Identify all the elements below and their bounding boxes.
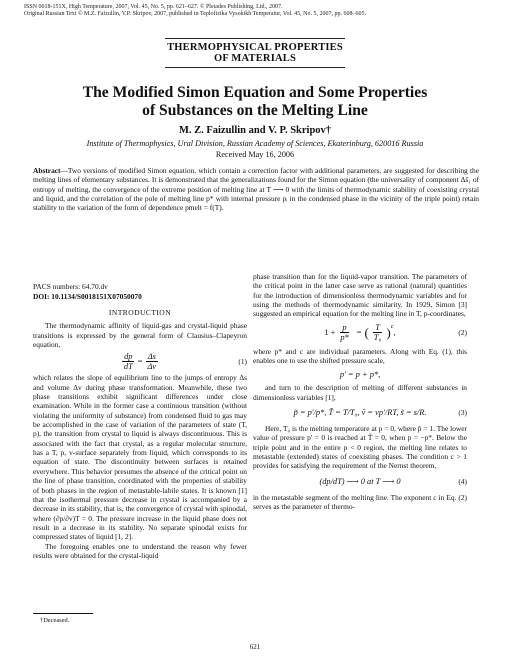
paper-title-line2: of Substances on the Melting Line: [142, 102, 368, 119]
eq1-rhs-den: Δv: [147, 361, 157, 371]
eq1-lhs: [122, 352, 135, 371]
equation-2: 1 + $\frac{p}{p*}$ = ( $\frac{T}{\text{T₀}}$ ) $^c$ , (2): [324, 322, 467, 343]
eq3-number: (3): [458, 408, 467, 418]
right-column: [253, 272, 467, 512]
equation-4: [253, 471, 467, 493]
eq2-p-num: p: [342, 323, 347, 333]
equation-3: [253, 402, 467, 424]
eq-shift-text: p′ = p + p*,: [339, 369, 381, 379]
footnote-rule: [33, 613, 93, 614]
eq2-equals: =: [356, 328, 362, 338]
journal-header: [24, 4, 494, 18]
section-label-line2: OF MATERIALS: [213, 53, 297, 64]
eq1-rhs: [145, 352, 158, 371]
eq1-lhs-den: dT: [123, 361, 133, 371]
eq1-equals: =: [137, 356, 143, 366]
eq1-lhs-num: dp: [124, 351, 133, 361]
paper-title-line1: The Modified Simon Equation and Some Properties: [82, 84, 428, 101]
right-paragraph-5: in the metastable segment of the melting line. The exponent c in Eq. (2) serves as the parameter of thermo-: [253, 492, 467, 512]
paper-title: [20, 84, 490, 120]
intro-paragraph-3: The foregoing enables one to understand the reason why fewer results were obtained for the crystal-liquid: [33, 541, 247, 560]
right-paragraph-3: and turn to the description of melting of different substances in dimensionless variables [1],: [253, 383, 467, 402]
eq4-number: (4): [458, 477, 467, 487]
eq2-number: (2): [458, 328, 467, 338]
right-paragraph-4: Here, T₀ is the melting temperature at p = 0, where p̃ = 1. The lower value of pressure p′ = 0 is reached at T̃ = 0, when p = −p*. Below the triple point and in the entire p < 0 region, the melting line relates to metastable (extended) states of coexisting phases. The condition c > 1 provides for satisfying the requirement of the Nernst theorem,: [253, 424, 467, 471]
section-rule-bottom: [165, 67, 345, 68]
doi: DOI: 10.1134/S0018151X07050070: [33, 292, 142, 301]
intro-paragraph-1: The thermodynamic affinity of liquid-gas and crystal-liquid phase transitions is expressed by the general form of Clausius–Clapeyron equation,: [33, 321, 247, 350]
eq2-exponent: c: [390, 322, 394, 330]
journal-header-line2: Original Russian Text © M.Z. Faizullin, V.P. Skripov, 2007, published in Teplofizika Vysokikh Temperatur, Vol. 45, No. 5, 2007, pp. 608–605.: [24, 11, 366, 18]
eq2-t-frac: [372, 323, 384, 342]
equation-shift: [253, 365, 467, 383]
eq2-t-num: T: [375, 323, 380, 333]
authors: M. Z. Faizullin and V. P. Skripov†: [178, 125, 332, 136]
eq2-p-frac: [338, 323, 350, 342]
received-date: Received May 16, 2006: [215, 150, 295, 159]
eq2-t-den: T₀: [373, 333, 382, 343]
left-column: [33, 308, 247, 560]
page-number: 621: [249, 643, 261, 651]
abstract-label: Abstract: [33, 166, 61, 175]
affiliation: Institute of Thermophysics, Ural Division, Russian Academy of Sciences, Ekaterinburg, 620016 Russia: [86, 139, 424, 148]
eq2-p-den: p*: [340, 333, 349, 343]
eq2-open-paren: (: [364, 325, 369, 341]
eq4-text: (dp/dT) ⟶ 0 at T ⟶ 0: [319, 477, 401, 487]
pacs-numbers: PACS numbers: 64.70.dv: [33, 282, 108, 291]
abstract: [33, 166, 479, 212]
intro-paragraph-2: which relates the slope of equilibrium line to the jumps of entropy Δs and volume Δv during phase transformation. Meanwhile, these two phase transitions exhibit significant differences under close examination. While in the former case a continuous transition (without violating the uniformity of substance) from condensed fluid to gas may be accomplished in the case of variation of the parameters of state (T, p), the transition from crystal to liquid is always discontinuous. This is associated with the fact that crystal, as a regular molecular structure, has a T, p, v-surface separately from liquid, which corresponds to its equation of state. The discontinuity between surfaces is retained everywhere. This behavior presumes the absence of the critical point on the line of phase transition, coordinated with the properties of stability of both phases in the region of metastable-labile states. It is known [1] that the isothermal pressure decrease in crystal is accompanied by a decrease in its stability, that is, the convergence of crystal with spinodal, where (∂p/∂v)T = 0. The pressure increase in the liquid phase does not result in a decrease in its stability. No separate spinodal exists for compressed states of liquid [1, 2].: [33, 373, 247, 542]
eq1-number: (1): [238, 356, 247, 366]
right-paragraph-2: where p* and c are individual parameters. Along with Eq. (1), this enables one to use the shifted pressure scale,: [253, 346, 467, 366]
section-label-line1: THERMOPHYSICAL PROPERTIES: [167, 42, 343, 53]
journal-header-line1: ISSN 0018-151X, High Temperature, 2007, Vol. 45, No. 5, pp. 621–627. © Pleiades Publishing, Ltd., 2007.: [24, 4, 283, 10]
eq2-close-paren: ): [386, 325, 391, 341]
eq3-text: p̃ = p′/p*, T̃ = T/T₀, ṽ = vp′/RT, s̃ = s/R.: [293, 408, 427, 418]
eq1-rhs-num: Δs: [147, 351, 156, 361]
abstract-text: —Two versions of modified Simon equation, which contain a correction factor with additional parameters, are suggested for describing the melting lines of elementary substances. It is demonstrated that the generalizations found for the Simon equation (the universality of component Δs̃₁ of entropy of melting, the convergence of the extreme position of melting line at T ⟶ 0 with the limits of thermodynamic stability of coexisting crystal and liquid, and the correlation of the pole of melting line p* with internal pressure pᵢ in the condensed phase in the vicinity of the triple point) retain stability to the variation of the form of dependence pmelt = f(T).: [33, 166, 479, 213]
section-rule-top: [165, 38, 345, 39]
equation-1: [33, 349, 247, 373]
right-paragraph-1: phase transition than for the liquid-vapor transition. The parameters of the critical point in the latter case serve as rational (natural) quantities for the introduction of dimensionless thermodynamic variables and for using the methods of thermodynamic similarity. In 1929, Simon [3] suggested an empirical equation for the melting line in T, p-coordinates,: [253, 272, 467, 319]
intro-heading: INTRODUCTION: [108, 308, 172, 317]
section-label: [0, 42, 510, 64]
eq2-lead: 1 +: [324, 328, 336, 338]
footnote: †Deceased.: [40, 617, 70, 624]
